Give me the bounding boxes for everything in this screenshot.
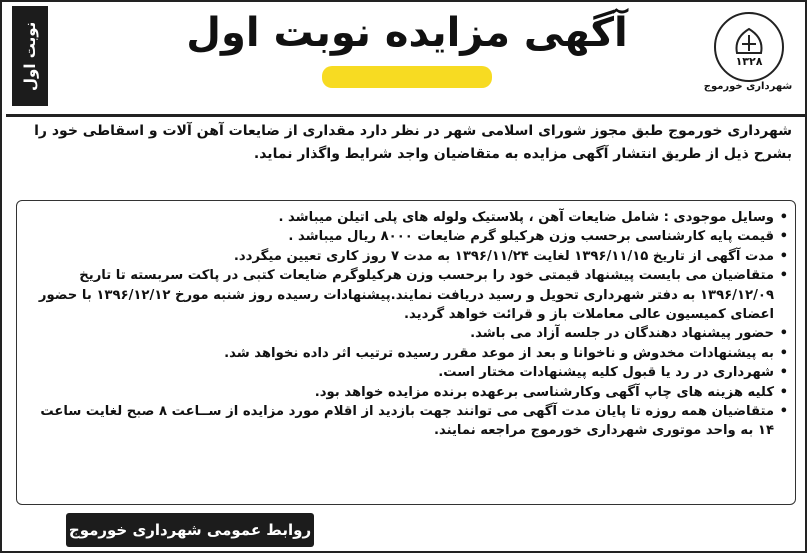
emblem-icon: [729, 27, 769, 55]
list-item: • قیمت پایه کارشناسی برحسب وزن هرکیلو گرم ضایعات ۸۰۰۰ ریال میباشد .: [28, 227, 788, 246]
logo-number: ۱۳۲۸: [735, 54, 763, 68]
conditions-list: [28, 208, 788, 441]
list-item: • حضور پیشنهاد دهندگان در جلسه آزاد می باشد.: [28, 324, 788, 343]
intro-paragraph: شهرداری خورموج طبق مجوز شورای اسلامی شهر در نظر دارد مقداری از ضایعات آهن آلات و اسقاطی خود را بشرح ذیل از طریق انتشار آگهی مزایده به متقاضیان واجد شرایط واگذار نماید.: [34, 123, 792, 162]
list-item: • کلیه هزینه های چاپ آگهی وکارشناسی برعهده برنده مزایده خواهد بود.: [28, 383, 788, 402]
title-highlight: [322, 66, 492, 88]
notice-header: [2, 2, 807, 110]
notice-title: آگهی مزایده نوبت اول: [186, 10, 628, 56]
list-item: • متقاضیان می بایست پیشنهاد قیمتی خود را برحسب وزن هرکیلوگرم ضایعات کتبی در پاکت سربسته تا تاریخ ۱۳۹۶/۱۲/۰۹ به دفتر شهرداری تحویل و رسید دریافت نمایند.پیشنهادات رسیده روز شنبه مورخ ۱۳۹۶/۱۲/۱۲ با حضور اعضای کمیسیون عالی معاملات باز و قرائت خواهد گردید.: [28, 266, 788, 324]
list-item: • شهرداری در رد یا قبول کلیه پیشنهادات مختار است.: [28, 363, 788, 382]
municipality-logo-icon: [714, 12, 784, 82]
list-item: • مدت آگهی از تاریخ ۱۳۹۶/۱۱/۱۵ لغایت ۱۳۹۶/۱۱/۲۴ به مدت ۷ روز کاری تعیین میگردد.: [28, 247, 788, 266]
list-item: • به پیشنهادات مخدوش و ناخوانا و بعد از موعد مقرر رسیده ترتیب اثر داده نخواهد شد.: [28, 344, 788, 363]
public-relations-footer: روابط عمومی شهرداری خورموج: [66, 513, 314, 547]
logo-caption: شهرداری خورموج: [703, 81, 793, 92]
header-divider: [6, 114, 805, 117]
list-item: • وسایل موجودی : شامل ضایعات آهن ، پلاستیک ولوله های پلی اتیلن میباشد .: [28, 208, 788, 227]
list-item: • متقاضیان همه روزه تا پایان مدت آگهی می توانند جهت بازدید از اقلام مورد مزایده از ســاعت ۸ صبح لغایت ساعت ۱۴ به واحد موتوری شهرداری خورموج مراجعه نمایند.: [28, 402, 788, 441]
round-tag: نوبت اول: [12, 6, 48, 106]
